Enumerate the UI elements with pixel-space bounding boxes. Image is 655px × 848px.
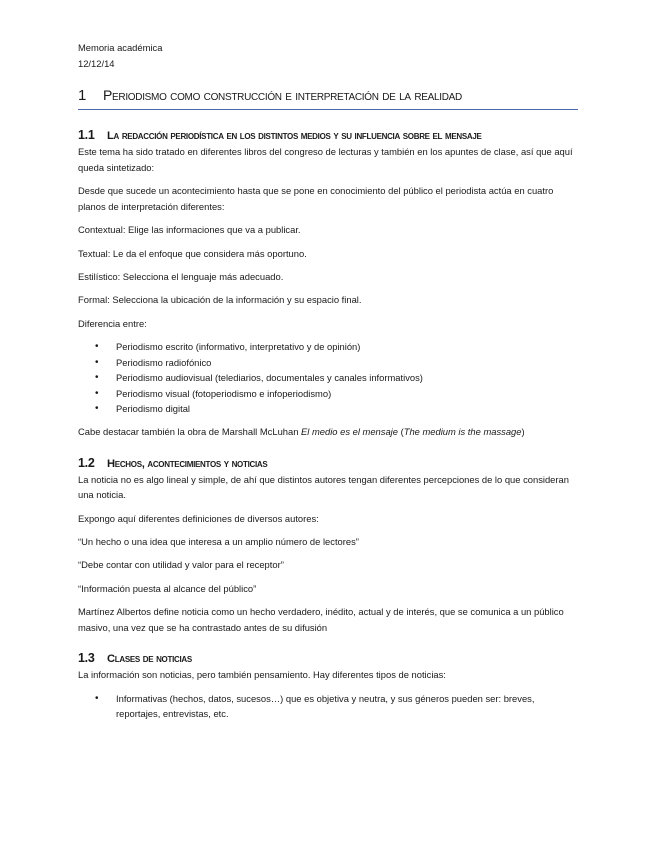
heading-title: Clases de noticias (107, 653, 192, 666)
book-title: El medio es el mensaje (301, 426, 398, 438)
heading-title: Periodismo como construcción e interpretación de la realidad (103, 87, 462, 104)
document-date: 12/12/14 (78, 57, 115, 69)
quote: “Un hecho o una idea que interesa a un amplio número de lectores” (78, 536, 359, 548)
heading-number: 1.3 (78, 651, 95, 666)
bullet-list (78, 691, 578, 722)
list-item-text: Periodismo audiovisual (telediarios, documentales y canales informativos) (116, 372, 423, 384)
list-item-text: Informativas (hechos, datos, sucesos…) que es objetiva y neutra, y sus géneros pueden ser: breves, reportajes, entrevistas, etc. (116, 692, 535, 720)
paragraph: La información son noticias, pero también pensamiento. Hay diferentes tipos de noticias: (78, 669, 446, 681)
paragraph: Contextual: Elige las informaciones que va a publicar. (78, 224, 301, 236)
paragraph: Expongo aquí diferentes definiciones de diversos autores: (78, 512, 319, 524)
paragraph: Desde que sucede un acontecimiento hasta que se pone en conocimiento del público el periodista actúa en cuatro planos de interpretación diferentes: (78, 185, 554, 212)
list-item (78, 386, 578, 402)
document-page (78, 40, 578, 729)
heading-section-1-3 (78, 651, 578, 667)
paragraph-closing (78, 424, 578, 440)
text: ) (521, 426, 525, 438)
paragraph: Diferencia entre: (78, 317, 147, 329)
paragraph: Este tema ha sido tratado en diferentes libros del congreso de lecturas y también en los apuntes de clase, así que aquí queda sintetizado: (78, 146, 573, 173)
quote: “Debe contar con utilidad y valor para el receptor” (78, 559, 284, 571)
list-item-text: Periodismo visual (fotoperiodismo e infoperiodismo) (116, 387, 332, 399)
list-item (78, 355, 578, 371)
bullet-icon: • (95, 356, 99, 368)
paragraph: Formal: Selecciona la ubicación de la información y su espacio final. (78, 294, 362, 306)
text: Cabe destacar también la obra de Marshall McLuhan (78, 426, 302, 438)
quote: “Información puesta al alcance del público” (78, 582, 257, 594)
book-title-english: The medium is the massage (403, 426, 522, 438)
heading-section-1-2 (78, 456, 578, 472)
heading-section-1 (78, 85, 578, 110)
bullet-list (78, 339, 578, 417)
list-item (78, 370, 578, 386)
bullet-icon: • (95, 372, 99, 384)
heading-number: 1 (78, 87, 87, 105)
list-item (78, 691, 578, 722)
bullet-icon: • (95, 403, 99, 415)
text: ( (397, 426, 404, 438)
list-item (78, 339, 578, 355)
bullet-icon: • (95, 692, 99, 704)
heading-number: 1.1 (78, 128, 95, 143)
list-item-text: Periodismo digital (116, 403, 190, 415)
paragraph: Martínez Albertos define noticia como un hecho verdadero, inédito, actual y de interés, que se comunica a un público masivo, una vez que se ha contrastado antes de su difusión (78, 606, 564, 633)
heading-section-1-1 (78, 128, 578, 144)
heading-number: 1.2 (78, 455, 95, 470)
paragraph: Textual: Le da el enfoque que considera más oportuno. (78, 247, 307, 259)
document-title: Memoria académica (78, 42, 163, 53)
list-item-text: Periodismo escrito (informativo, interpretativo y de opinión) (116, 341, 361, 353)
paragraph: La noticia no es algo lineal y simple, de ahí que distintos autores tengan diferentes percepciones de lo que consideran una noticia. (78, 473, 569, 501)
list-item-text: Periodismo radiofónico (116, 356, 212, 368)
heading-title: La redacción periodística en los distintos medios y su influencia sobre el mensaje (107, 130, 482, 143)
list-item (78, 401, 578, 417)
bullet-icon: • (95, 341, 99, 353)
bullet-icon: • (95, 387, 99, 399)
paragraph: Estilístico: Selecciona el lenguaje más adecuado. (78, 270, 284, 282)
heading-title: Hechos, acontecimientos y noticias (107, 457, 268, 470)
